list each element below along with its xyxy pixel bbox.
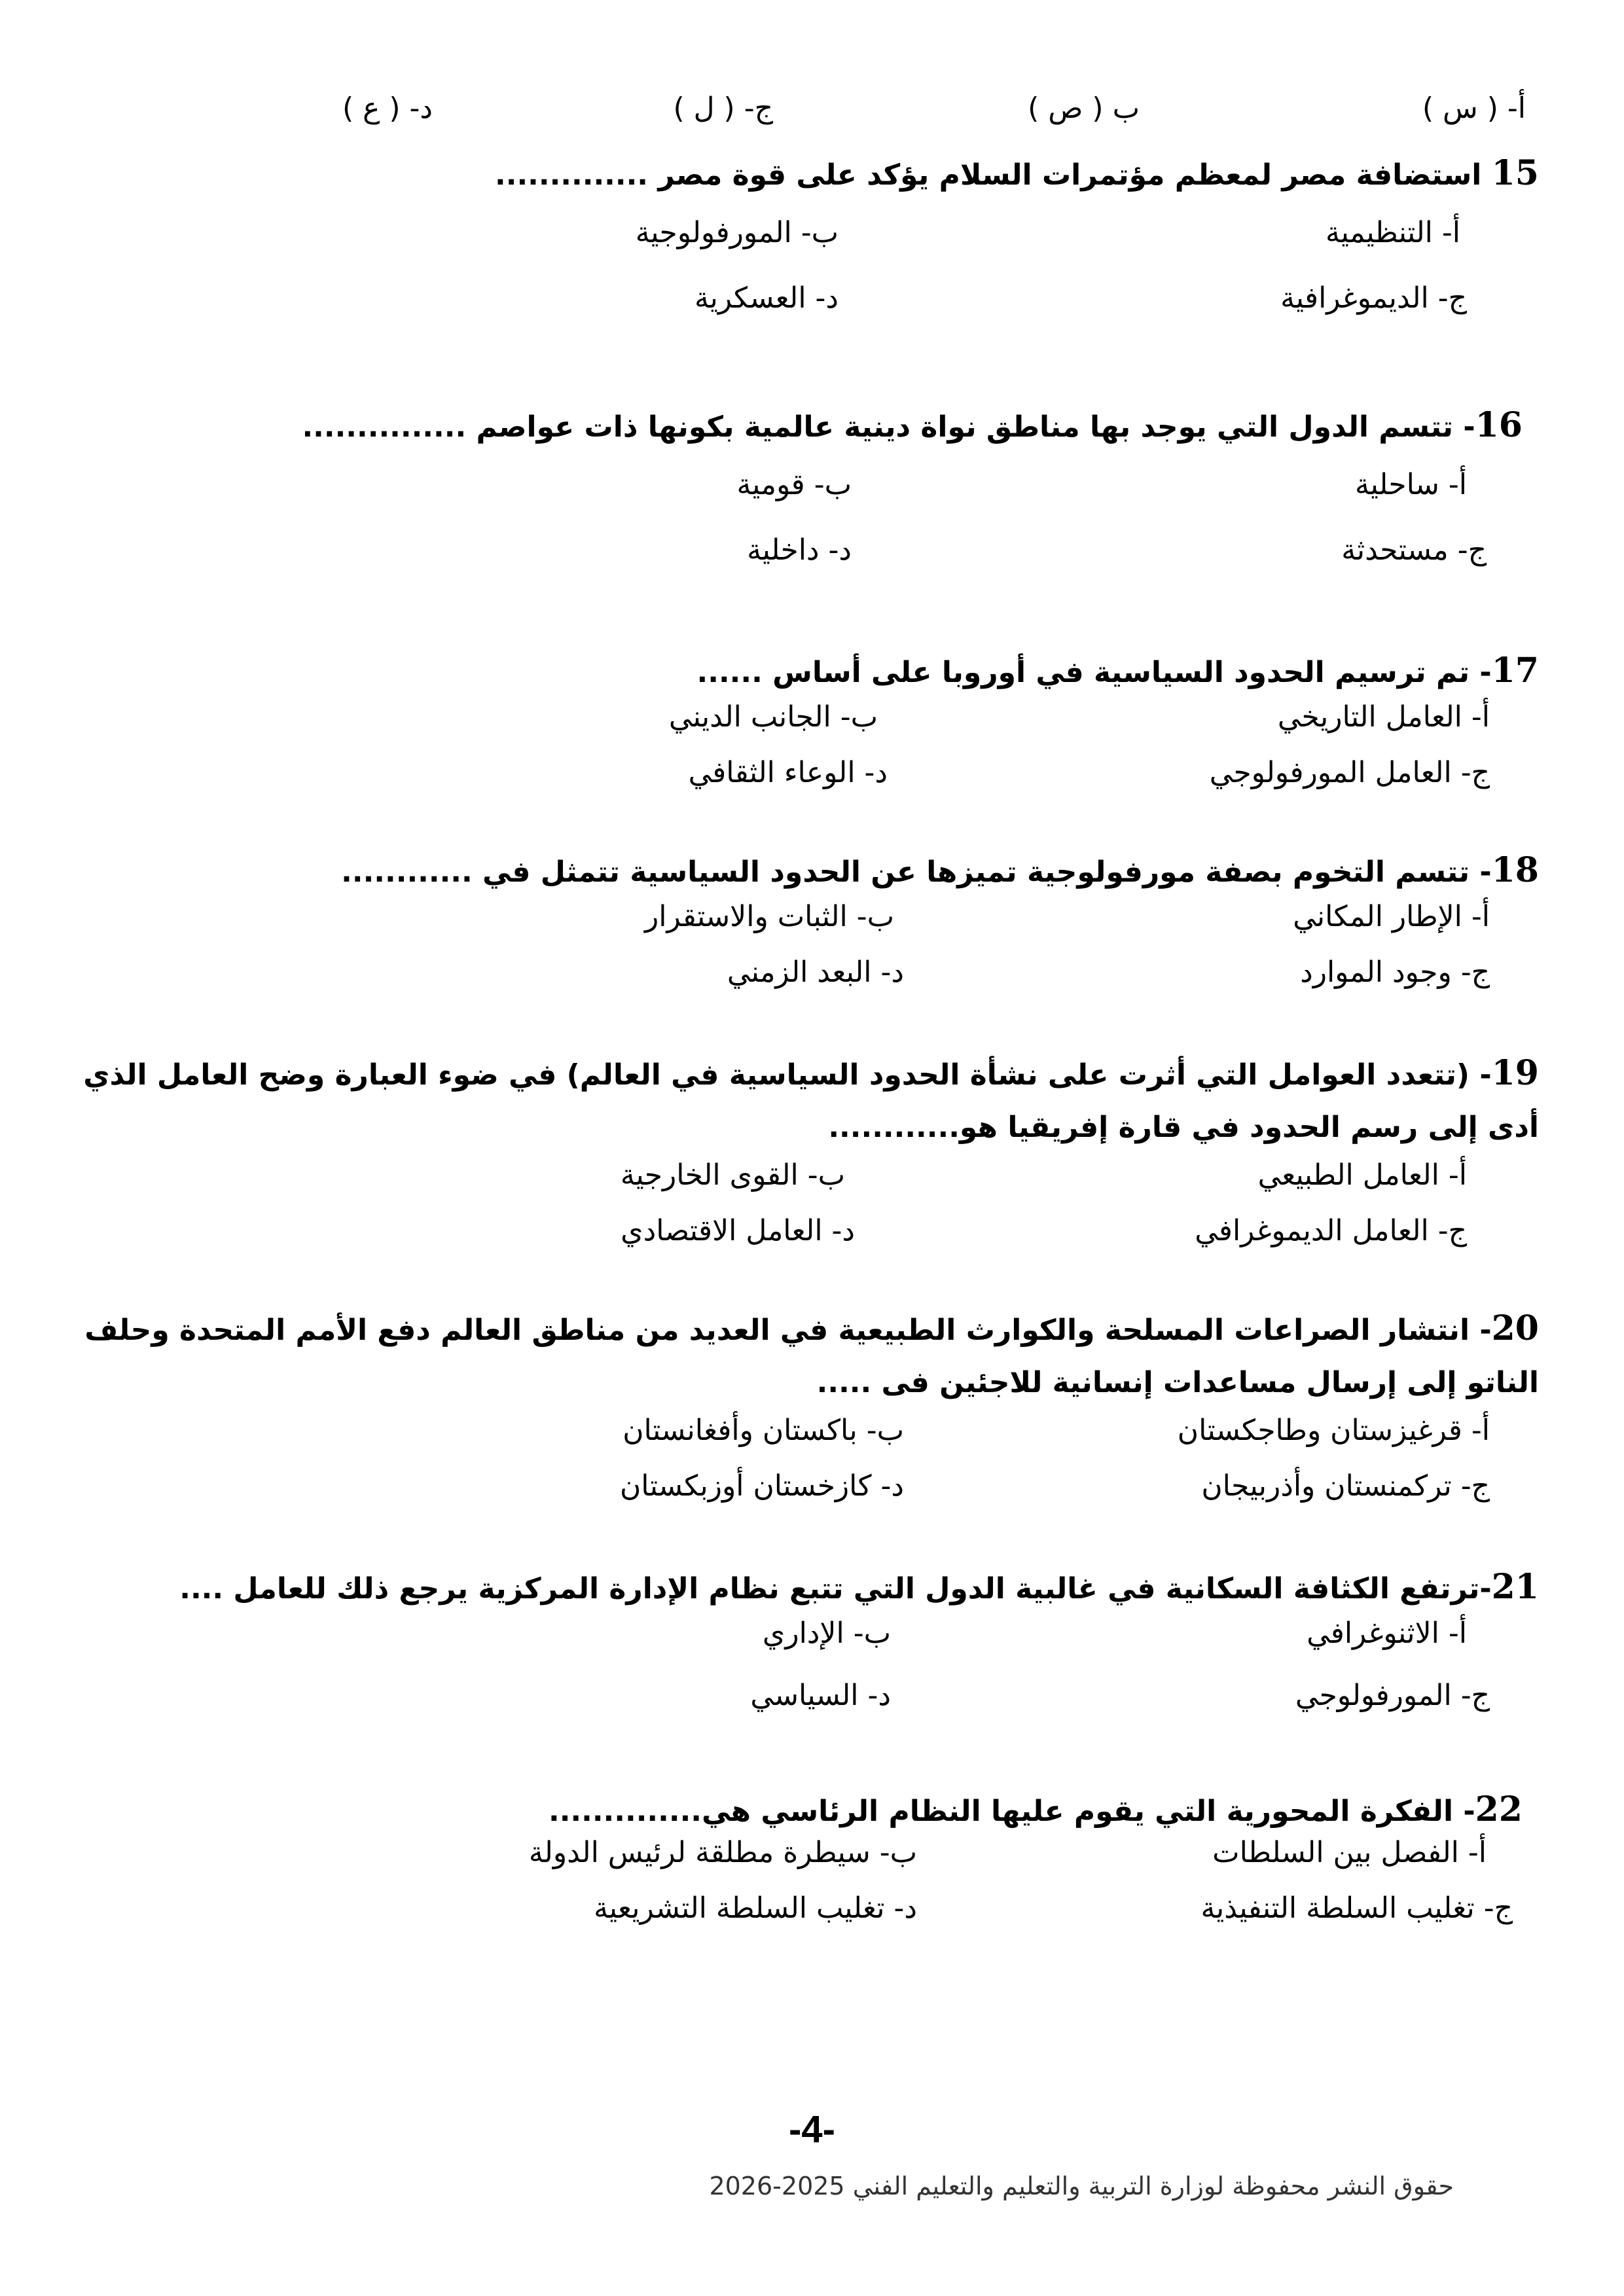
question-17 — [86, 645, 1539, 699]
q21-option-c: ج- المورفولوجي — [1295, 1679, 1490, 1712]
question-18 — [86, 844, 1539, 899]
question-22 — [82, 1784, 1523, 1838]
question-number: 17 — [1491, 651, 1539, 691]
q16-option-b: ب- قومية — [736, 468, 852, 501]
q16-option-d: د- داخلية — [747, 533, 852, 567]
previous-option-a: أ- ( س ) — [1422, 92, 1526, 125]
question-16 — [82, 399, 1523, 454]
q17-option-d: د- الوعاء الثقافي — [688, 756, 888, 789]
question-21 — [79, 1561, 1539, 1615]
question-number: 21 — [1491, 1567, 1539, 1607]
q19-option-a: أ- العامل الطبيعي — [1257, 1158, 1467, 1192]
question-text: - تتسم الدول التي يوجد بها مناطق نواة دينية عالمية بكونها ذات عواصم ............... — [302, 410, 1475, 444]
question-19 — [79, 1047, 1539, 1154]
question-number: 18 — [1491, 850, 1539, 890]
q16-option-a: أ- ساحلية — [1355, 468, 1467, 501]
question-text: استضافة مصر لمعظم مؤتمرات السلام يؤكد على قوة مصر .............. — [495, 158, 1492, 192]
question-number: 16 — [1475, 405, 1523, 445]
q17-option-a: أ- العامل التاريخي — [1277, 700, 1490, 734]
question-text: - الفكرة المحورية التي يقوم عليها النظام الرئاسي هي.............. — [548, 1795, 1475, 1828]
previous-option-b: ب ( ص ) — [1028, 92, 1140, 125]
q21-option-b: ب- الإداري — [762, 1617, 891, 1650]
q19-option-c: ج- العامل الديموغرافي — [1195, 1214, 1467, 1247]
previous-option-d: د- ( ع ) — [342, 92, 433, 125]
page-number: -4- — [789, 2108, 835, 2151]
q20-option-d: د- كازخستان أوزبكستان — [619, 1469, 904, 1503]
question-text: - تم ترسيم الحدود السياسية في أوروبا على أساس ...... — [696, 656, 1492, 689]
q20-option-b: ب- باكستان وأفغانستان — [623, 1414, 904, 1447]
q21-option-a: أ- الاثنوغرافي — [1307, 1617, 1467, 1650]
q15-option-a: أ- التنظيمية — [1326, 216, 1460, 249]
previous-option-c: ج- ( ل ) — [673, 92, 773, 125]
q15-option-d: د- العسكرية — [695, 281, 839, 315]
q21-option-d: د- السياسي — [750, 1679, 891, 1712]
question-number: 20 — [1491, 1308, 1539, 1348]
q18-option-a: أ- الإطار المكاني — [1293, 900, 1490, 933]
q22-option-a: أ- الفصل بين السلطات — [1212, 1836, 1487, 1869]
copyright-footer: حقوق النشر محفوظة لوزارة التربية والتعليم والتعليم الفني 2025-2026 — [709, 2172, 1454, 2200]
question-number: 15 — [1491, 153, 1539, 193]
q22-option-d: د- تغليب السلطة التشريعية — [594, 1892, 917, 1925]
question-text: - تتسم التخوم بصفة مورفولوجية تميزها عن الحدود السياسية تتمثل في ............ — [341, 855, 1492, 889]
q19-option-d: د- العامل الاقتصادي — [621, 1214, 855, 1247]
q18-option-b: ب- الثبات والاستقرار — [644, 900, 894, 933]
q22-option-c: ج- تغليب السلطة التنفيذية — [1200, 1892, 1513, 1925]
q15-option-b: ب- المورفولوجية — [635, 216, 839, 249]
question-15 — [86, 147, 1539, 202]
q17-option-b: ب- الجانب الديني — [668, 700, 878, 734]
question-text: - انتشار الصراعات المسلحة والكوارث الطبيعية في العديد من مناطق العالم دفع الأمم المتحدة وحلف الناتو إلى إرسال مساعدات إنسانية للاجئين فى ..... — [84, 1314, 1539, 1399]
question-text: - (تتعدد العوامل التي أثرت على نشأة الحدود السياسية في العالم) في ضوء العبارة وضح العامل الذي أدى إلى رسم الحدود في قارة إفريقيا هو............ — [83, 1058, 1539, 1144]
q20-option-a: أ- قرغيزستان وطاجكستان — [1177, 1414, 1490, 1447]
q20-option-c: ج- تركمنستان وأذربيجان — [1201, 1469, 1490, 1503]
q19-option-b: ب- القوى الخارجية — [620, 1158, 845, 1192]
q16-option-c: ج- مستحدثة — [1341, 533, 1487, 567]
question-number: 22 — [1475, 1789, 1523, 1829]
q18-option-d: د- البعد الزمني — [727, 956, 904, 989]
question-20 — [79, 1302, 1539, 1409]
question-text: -ترتفع الكثافة السكانية في غالبية الدول التي تتبع نظام الإدارة المركزية يرجع ذلك للعامل .... — [179, 1572, 1492, 1605]
q18-option-c: ج- وجود الموارد — [1300, 956, 1490, 989]
q22-option-b: ب- سيطرة مطلقة لرئيس الدولة — [528, 1836, 917, 1869]
q15-option-c: ج- الديموغرافية — [1280, 281, 1467, 315]
question-number: 19 — [1491, 1053, 1539, 1093]
q17-option-c: ج- العامل المورفولوجي — [1209, 756, 1490, 789]
